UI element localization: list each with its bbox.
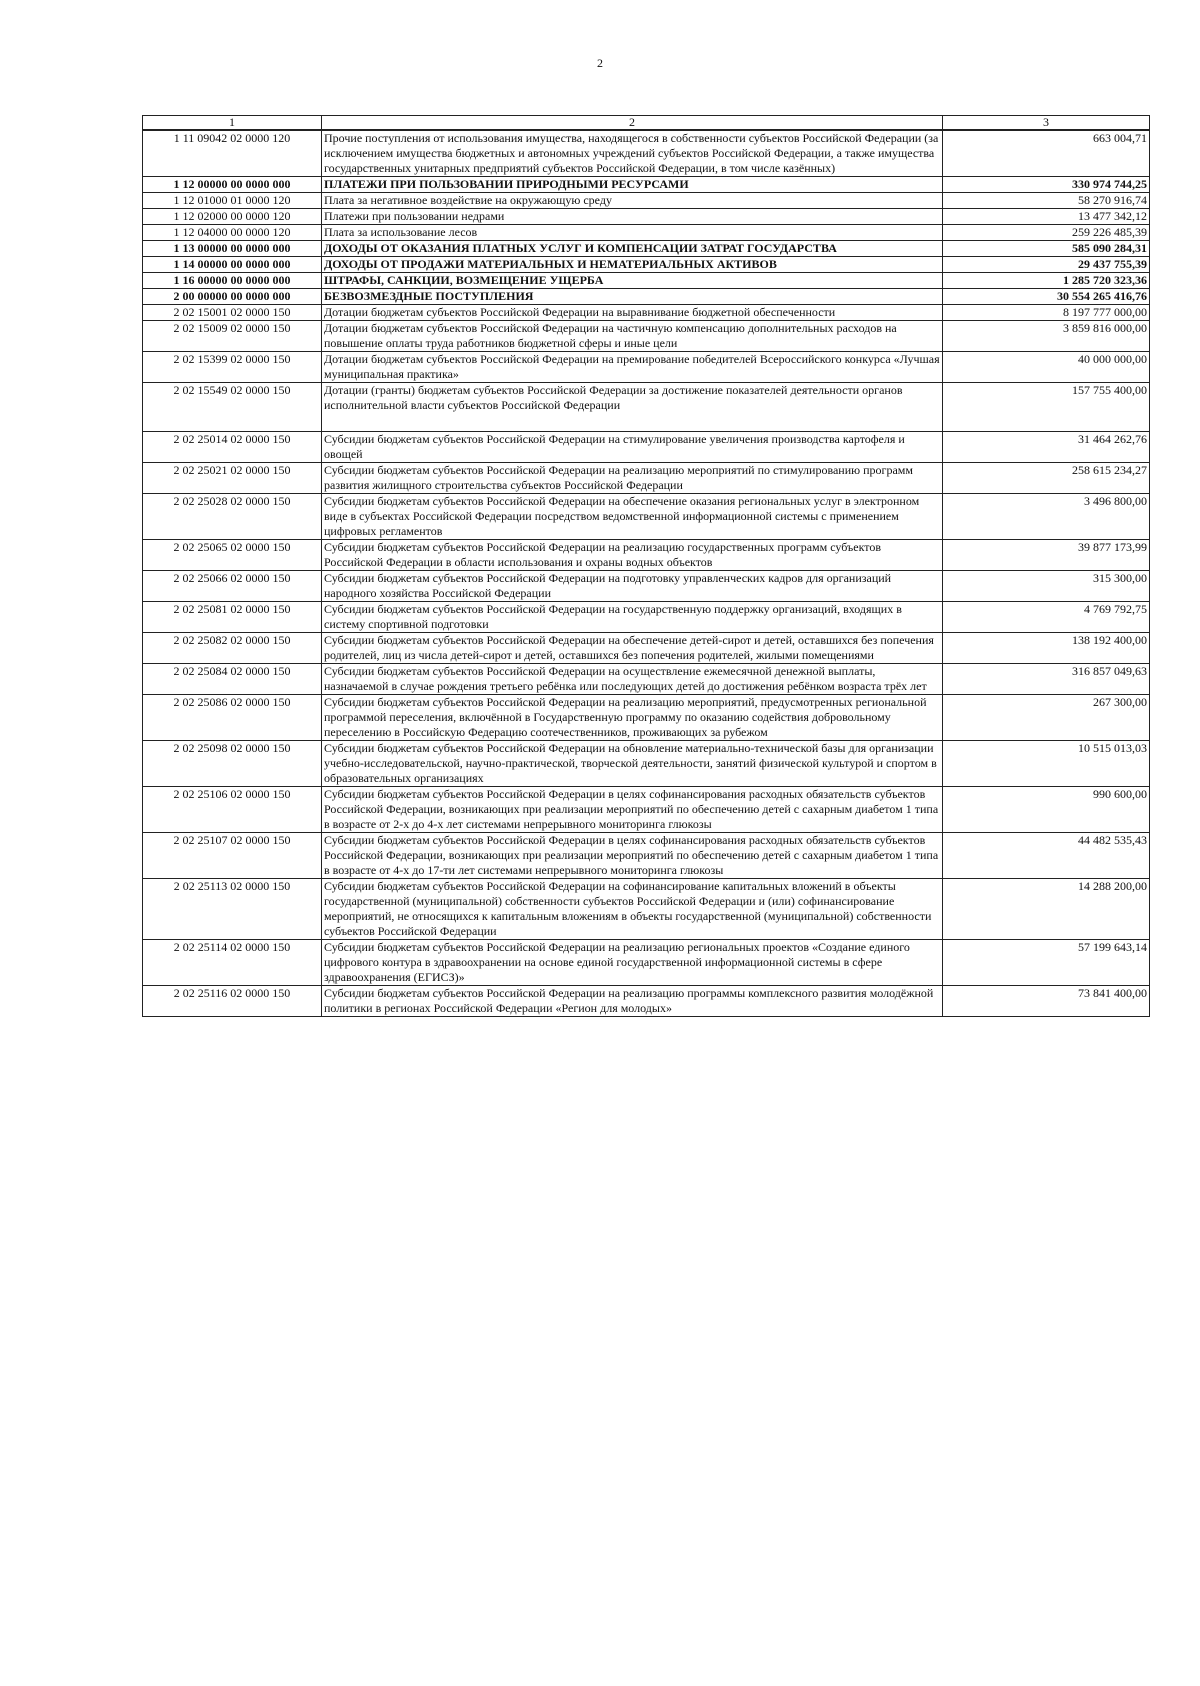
row-amount: 585 090 284,31 [943,241,1150,257]
row-amount: 330 974 744,25 [943,177,1150,193]
row-amount: 8 197 777 000,00 [943,305,1150,321]
row-name: Субсидии бюджетам субъектов Российской Федерации на обновление материально-технической базы для организации учебно-исследовательской, научно-практической, творческой деятельности, занятий физической культурой и спортом в образовательных организациях [322,741,943,787]
row-name: Субсидии бюджетам субъектов Российской Федерации на реализацию программы комплексного развития молодёжной политики в регионах Российской Федерации «Регион для молодых» [322,986,943,1017]
row-amount: 4 769 792,75 [943,602,1150,633]
table-row [143,571,1150,602]
table-body [143,116,1150,1017]
table-row [143,463,1150,494]
row-code: 2 02 25066 02 0000 150 [143,571,322,602]
row-name: ДОХОДЫ ОТ ПРОДАЖИ МАТЕРИАЛЬНЫХ И НЕМАТЕРИАЛЬНЫХ АКТИВОВ [322,257,943,273]
row-amount: 990 600,00 [943,787,1150,833]
row-amount: 3 496 800,00 [943,494,1150,540]
row-name: Субсидии бюджетам субъектов Российской Федерации на реализацию региональных проектов «Создание единого цифрового контура в здравоохранении на основе единой государственной информационной системы в сфере здравоохранения (ЕГИСЗ)» [322,940,943,986]
row-name: БЕЗВОЗМЕЗДНЫЕ ПОСТУПЛЕНИЯ [322,289,943,305]
row-amount: 10 515 013,03 [943,741,1150,787]
row-amount: 259 226 485,39 [943,225,1150,241]
table-row [143,289,1150,305]
row-amount: 44 482 535,43 [943,833,1150,879]
row-name: Субсидии бюджетам субъектов Российской Федерации на реализацию мероприятий, предусмотренных региональной программой переселения, включённой в Государственную программу по оказанию содействия добровольному переселению в Российскую Федерацию соотечественников, проживающих за рубежом [322,695,943,741]
row-name: Субсидии бюджетам субъектов Российской Федерации на осуществление ежемесячной денежной выплаты, назначаемой в случае рождения третьего ребёнка или последующих детей до достижения ребёнком возраста трёх лет [322,664,943,695]
row-name: Субсидии бюджетам субъектов Российской Федерации на реализацию мероприятий по стимулированию программ развития жилищного строительства субъектов Российской Федерации [322,463,943,494]
row-name: Плата за негативное воздействие на окружающую среду [322,193,943,209]
table-row [143,833,1150,879]
row-name: Субсидии бюджетам субъектов Российской Федерации в целях софинансирования расходных обязательств субъектов Российской Федерации, возникающих при реализации мероприятий по обеспечению детей с сахарным диабетом 1 типа в возрасте от 4-х до 17-ти лет системами непрерывного мониторинга глюкозы [322,833,943,879]
row-code: 2 02 25021 02 0000 150 [143,463,322,494]
row-amount: 58 270 916,74 [943,193,1150,209]
table-row [143,695,1150,741]
table-row [143,432,1150,463]
row-code: 1 14 00000 00 0000 000 [143,257,322,273]
table-row [143,741,1150,787]
row-amount: 57 199 643,14 [943,940,1150,986]
row-code: 2 02 25082 02 0000 150 [143,633,322,664]
row-amount: 14 288 200,00 [943,879,1150,940]
row-name: Субсидии бюджетам субъектов Российской Федерации на софинансирование капитальных вложений в объекты государственной (муниципальной) собственности субъектов Российской Федерации и (или) софинансирование мероприятий, не относящихся к капитальным вложениям в объекты государственной (муниципальной) собственности субъектов Российской Федерации [322,879,943,940]
table-row [143,130,1150,177]
row-amount: 315 300,00 [943,571,1150,602]
row-name: Платежи при пользовании недрами [322,209,943,225]
row-name: Плата за использование лесов [322,225,943,241]
row-name: Дотации (гранты) бюджетам субъектов Российской Федерации за достижение показателей деятельности органов исполнительной власти субъектов Российской Федерации [322,383,943,432]
row-code: 2 02 25114 02 0000 150 [143,940,322,986]
row-amount: 73 841 400,00 [943,986,1150,1017]
revenue-table [142,115,1150,1017]
row-code: 2 02 25116 02 0000 150 [143,986,322,1017]
table-row [143,257,1150,273]
table-row [143,225,1150,241]
row-amount: 39 877 173,99 [943,540,1150,571]
row-code: 2 02 25014 02 0000 150 [143,432,322,463]
row-amount: 267 300,00 [943,695,1150,741]
row-amount: 30 554 265 416,76 [943,289,1150,305]
table-row [143,664,1150,695]
table-row [143,940,1150,986]
page-number: 2 [597,56,603,70]
row-code: 2 02 25084 02 0000 150 [143,664,322,695]
row-code: 2 02 25098 02 0000 150 [143,741,322,787]
table-row [143,787,1150,833]
row-name: Субсидии бюджетам субъектов Российской Федерации на стимулирование увеличения производства картофеля и овощей [322,432,943,463]
row-code: 1 11 09042 02 0000 120 [143,130,322,177]
row-code: 2 00 00000 00 0000 000 [143,289,322,305]
row-code: 1 12 02000 00 0000 120 [143,209,322,225]
row-code: 2 02 15399 02 0000 150 [143,352,322,383]
row-code: 2 02 15549 02 0000 150 [143,383,322,432]
row-code: 2 02 25106 02 0000 150 [143,787,322,833]
row-name: Дотации бюджетам субъектов Российской Федерации на частичную компенсацию дополнительных расходов на повышение оплаты труда работников бюджетной сферы и иные цели [322,321,943,352]
table-row [143,352,1150,383]
header-name: 2 [322,116,943,131]
row-name: ПЛАТЕЖИ ПРИ ПОЛЬЗОВАНИИ ПРИРОДНЫМИ РЕСУРСАМИ [322,177,943,193]
row-amount: 138 192 400,00 [943,633,1150,664]
row-name: Дотации бюджетам субъектов Российской Федерации на выравнивание бюджетной обеспеченности [322,305,943,321]
table-row [143,193,1150,209]
row-amount: 258 615 234,27 [943,463,1150,494]
row-code: 2 02 25081 02 0000 150 [143,602,322,633]
row-name: Субсидии бюджетам субъектов Российской Федерации на обеспечение оказания региональных услуг в электронном виде в субъектах Российской Федерации посредством ведомственной информационной системы с применением цифровых регламентов [322,494,943,540]
row-name: Субсидии бюджетам субъектов Российской Федерации в целях софинансирования расходных обязательств субъектов Российской Федерации, возникающих при реализации мероприятий по обеспечению детей с сахарным диабетом 1 типа в возрасте от 2-х до 4-х лет системами непрерывного мониторинга глюкозы [322,787,943,833]
row-name: ДОХОДЫ ОТ ОКАЗАНИЯ ПЛАТНЫХ УСЛУГ И КОМПЕНСАЦИИ ЗАТРАТ ГОСУДАРСТВА [322,241,943,257]
row-amount: 40 000 000,00 [943,352,1150,383]
header-amount: 3 [943,116,1150,131]
table-row [143,321,1150,352]
table-row [143,494,1150,540]
row-code: 2 02 25065 02 0000 150 [143,540,322,571]
header-code: 1 [143,116,322,131]
row-code: 2 02 25113 02 0000 150 [143,879,322,940]
row-amount: 316 857 049,63 [943,664,1150,695]
row-name: ШТРАФЫ, САНКЦИИ, ВОЗМЕЩЕНИЕ УЩЕРБА [322,273,943,289]
table-row [143,241,1150,257]
table-row [143,879,1150,940]
row-code: 1 12 00000 00 0000 000 [143,177,322,193]
row-code: 1 16 00000 00 0000 000 [143,273,322,289]
row-name: Прочие поступления от использования имущества, находящегося в собственности субъектов Российской Федерации (за исключением имущества бюджетных и автономных учреждений субъектов Российской Федерации, а также имущества государственных унитарных предприятий субъектов Российской Федерации, в том числе казённых) [322,130,943,177]
row-code: 2 02 15001 02 0000 150 [143,305,322,321]
row-name: Субсидии бюджетам субъектов Российской Федерации на подготовку управленческих кадров для организаций народного хозяйства Российской Федерации [322,571,943,602]
row-amount: 31 464 262,76 [943,432,1150,463]
row-code: 1 12 01000 01 0000 120 [143,193,322,209]
row-amount: 29 437 755,39 [943,257,1150,273]
table-row [143,209,1150,225]
row-code: 2 02 15009 02 0000 150 [143,321,322,352]
row-code: 2 02 25107 02 0000 150 [143,833,322,879]
table-row [143,305,1150,321]
row-amount: 1 285 720 323,36 [943,273,1150,289]
table-row [143,177,1150,193]
table-row [143,602,1150,633]
row-amount: 3 859 816 000,00 [943,321,1150,352]
row-name: Субсидии бюджетам субъектов Российской Федерации на обеспечение детей-сирот и детей, оставшихся без попечения родителей, лиц из числа детей-сирот и детей, оставшихся без попечения родителей, жилыми помещениями [322,633,943,664]
row-amount: 13 477 342,12 [943,209,1150,225]
row-name: Субсидии бюджетам субъектов Российской Федерации на государственную поддержку организаций, входящих в систему спортивной подготовки [322,602,943,633]
table-row [143,633,1150,664]
table-header-row [143,116,1150,131]
row-amount: 663 004,71 [943,130,1150,177]
row-name: Дотации бюджетам субъектов Российской Федерации на премирование победителей Всероссийского конкурса «Лучшая муниципальная практика» [322,352,943,383]
row-code: 1 13 00000 00 0000 000 [143,241,322,257]
table-row [143,383,1150,432]
row-amount: 157 755 400,00 [943,383,1150,432]
table-row [143,273,1150,289]
row-code: 2 02 25086 02 0000 150 [143,695,322,741]
table-row [143,986,1150,1017]
row-code: 1 12 04000 00 0000 120 [143,225,322,241]
row-name: Субсидии бюджетам субъектов Российской Федерации на реализацию государственных программ субъектов Российской Федерации в области использования и охраны водных объектов [322,540,943,571]
table-row [143,540,1150,571]
row-code: 2 02 25028 02 0000 150 [143,494,322,540]
